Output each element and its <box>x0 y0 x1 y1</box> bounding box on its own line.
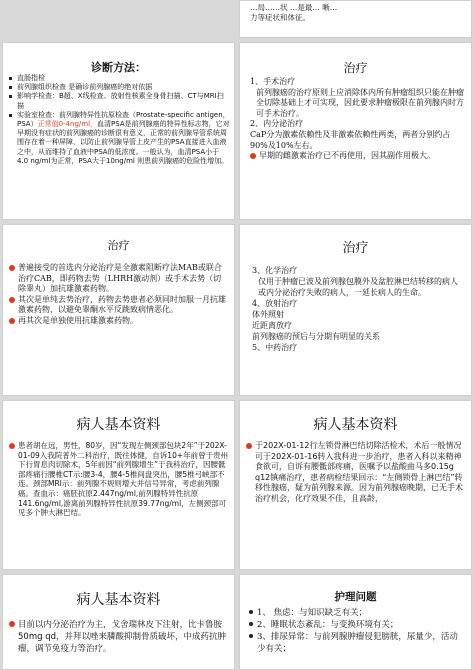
bullet-icon <box>9 265 15 271</box>
section-heading: 5、中药治疗 <box>252 343 298 352</box>
bullet-icon <box>9 621 15 627</box>
bullet-icon <box>9 77 12 80</box>
slide-diagnosis <box>2 42 235 220</box>
paragraph: 仅用于肿瘤已波及前列腺包膜外及盆腔淋巴结转移的病人或内分泌治疗失败的病人，一延长病人的生命。 <box>258 277 458 297</box>
list-item: 其次是单纯去势治疗，药物去势患者必须同时加服一月抗雄激素药物，以避免睾酮水平反跳致病情恶化。 <box>9 295 228 316</box>
text-line: 前列腺癌的预后与分期有明显的关系 <box>252 332 380 341</box>
diagnosis-list <box>8 74 230 166</box>
slide-treatment-1 <box>239 42 472 220</box>
list-item: 2、睡眠状态紊乱：与变换环境有关； <box>248 619 466 631</box>
list-item: 前列腺组织检查 是确诊前列腺癌的绝对依据 <box>8 83 230 92</box>
fragment-line: …局……状 …是最… 晰… <box>250 3 338 12</box>
bullet-icon <box>249 634 253 638</box>
section-heading: 4、放射治疗 <box>252 299 298 308</box>
bullet-icon <box>9 114 12 117</box>
bullet-icon <box>250 153 256 159</box>
section-heading: 2、内分泌治疗 <box>250 119 304 129</box>
text-line: 体外照射 <box>252 310 284 319</box>
text-line: 近距离放疗 <box>252 321 292 330</box>
bullet-icon <box>246 443 252 449</box>
slide-top-fragment <box>239 0 472 38</box>
list-item: 目前以内分泌治疗为主，戈舍瑞林皮下注射，比卡鲁胺50mg qd，并拜以唑来膦酸抑制骨质破坏，中成药抗肿瘤，调节免疫力等治疗。 <box>9 619 229 655</box>
slide-nursing-problems <box>239 574 472 670</box>
paragraph: 前列腺癌的治疗原则上应消除体内所有肿瘤组织只能在肿瘤全切除基础上才可实现，因此要求肿瘤极限在前列腺内时方可手术治疗。 <box>256 87 464 118</box>
fragment-line: 力等症状和体征。 <box>250 13 310 22</box>
section-heading: 1、手术治疗 <box>250 77 296 86</box>
bullet-icon <box>249 622 253 626</box>
bullet-icon <box>9 86 12 89</box>
slide-title: 护理问题 <box>334 591 377 603</box>
list-item: 患者胡在远，男性，80岁，因“发现左侧颈部包块2年”于202X-01-09入我院普外二科治疗，既往体健，自诉10+年前曾于贵州下行胃息肉切除术，5年前因“前列腺增生”于我科治疗，因腰骶部疼痛行腰椎CT示:腰3-4，腰4-5椎间盘突出，腰5椎弓峡部不连。颈部MRI示：前列腺不规则增大并信号异常，考虑前列腺癌。查血示：癌胚抗原2.447ng/ml,前列腺特异性抗原141.6ng/ml,游离前列腺特异性抗原39.77ng/ml，左侧颈部可见多个肿大淋巴结。 <box>9 441 229 518</box>
list-item: 早期的雌激素治疗已不再使用，因其副作用极大。 <box>250 151 465 162</box>
slide-patient-info-3 <box>2 574 235 670</box>
treatment-list <box>9 263 228 327</box>
section-heading: 3、化学治疗 <box>252 266 298 275</box>
bullet-icon <box>9 95 12 98</box>
list-item: 实验室检查：前列腺特异性抗原检查（Prostate-specific antigen，PSA）正常值0-4ng/ml，血清PSA是前列腺癌的特异性标志物，它对早期没有症状的前列腺癌的诊断很有意义，正常的前列腺导管系统周围存在着一种屏障，以防止前列腺导管上皮产生的PSA直接进入血液之中，从而维持了血液中PSA的低浓度。一般认为，血清PSA小于4.0 ng/ml为正常，PSA大于10ng/ml 则患前列腺癌的危险性增加。 <box>8 111 230 166</box>
bullet-icon <box>9 297 15 303</box>
nursing-list <box>248 607 466 655</box>
list-item: 3、排尿异常：与前列腺肿瘤侵犯膀胱，尿量少，活动少有关； <box>248 631 466 655</box>
patient-text <box>9 441 229 518</box>
patient-text <box>246 441 466 504</box>
list-item: 影响学检查：B超、X线检查、放射性核素全身骨扫描、CT与MRI扫描 <box>8 92 230 110</box>
slide-title: 病人基本资料 <box>76 417 161 433</box>
bullet-icon <box>9 318 15 324</box>
slide-title: 治疗 <box>343 61 368 75</box>
list-item: 1、 焦虑：与知识缺乏有关； <box>248 607 466 619</box>
treatment-text <box>250 77 465 162</box>
paragraph: CaP分为激素依赖性及非激素依赖性两类，两者分别约占90%及10%左右。 <box>250 129 451 150</box>
list-item: 于202X-01-12行左锁骨淋巴结切除活检术，术后一般情况可于202X-01-16转入我科进一步治疗，患者入科以来精神食欲可，自诉有腰骶部疼痛，医嘱予以盐酸曲马多0.15g q12镇痛治疗，患者病检结果回示：“左侧锁骨上淋巴结”转移性腺癌，疑为前列腺来源。因为前列腺癌晚期，已无手术治疗机会，化疗效果不佳，且高龄， <box>246 441 466 504</box>
list-item: 普遍接受的首选内分泌治疗是全激素阻断疗法MAB或联合治疗CAB，即药物去势（LHRH激动剂）或手术去势（切除睾丸）加抗雄激素药物。 <box>9 263 228 295</box>
slide-title: 病人基本资料 <box>76 592 161 608</box>
slide-title: 诊断方法： <box>91 61 146 74</box>
slide-treatment-3 <box>239 224 472 396</box>
highlight-text: 正常值0-4ng/ml， <box>37 120 98 129</box>
list-item: 直肠指检 <box>8 74 230 83</box>
slide-title: 病人基本资料 <box>313 417 398 433</box>
treatment-text <box>252 265 465 353</box>
slide-patient-info-1 <box>2 400 235 570</box>
slide-treatment-2 <box>2 224 235 396</box>
slide-title: 治疗 <box>342 241 369 256</box>
bullet-icon <box>9 443 15 449</box>
slide-patient-info-2 <box>239 400 472 570</box>
slide-title: 治疗 <box>107 239 130 252</box>
patient-text <box>9 619 229 655</box>
list-item: 再其次是单独使用抗雄激素药物。 <box>9 316 228 327</box>
bullet-icon <box>249 610 253 614</box>
